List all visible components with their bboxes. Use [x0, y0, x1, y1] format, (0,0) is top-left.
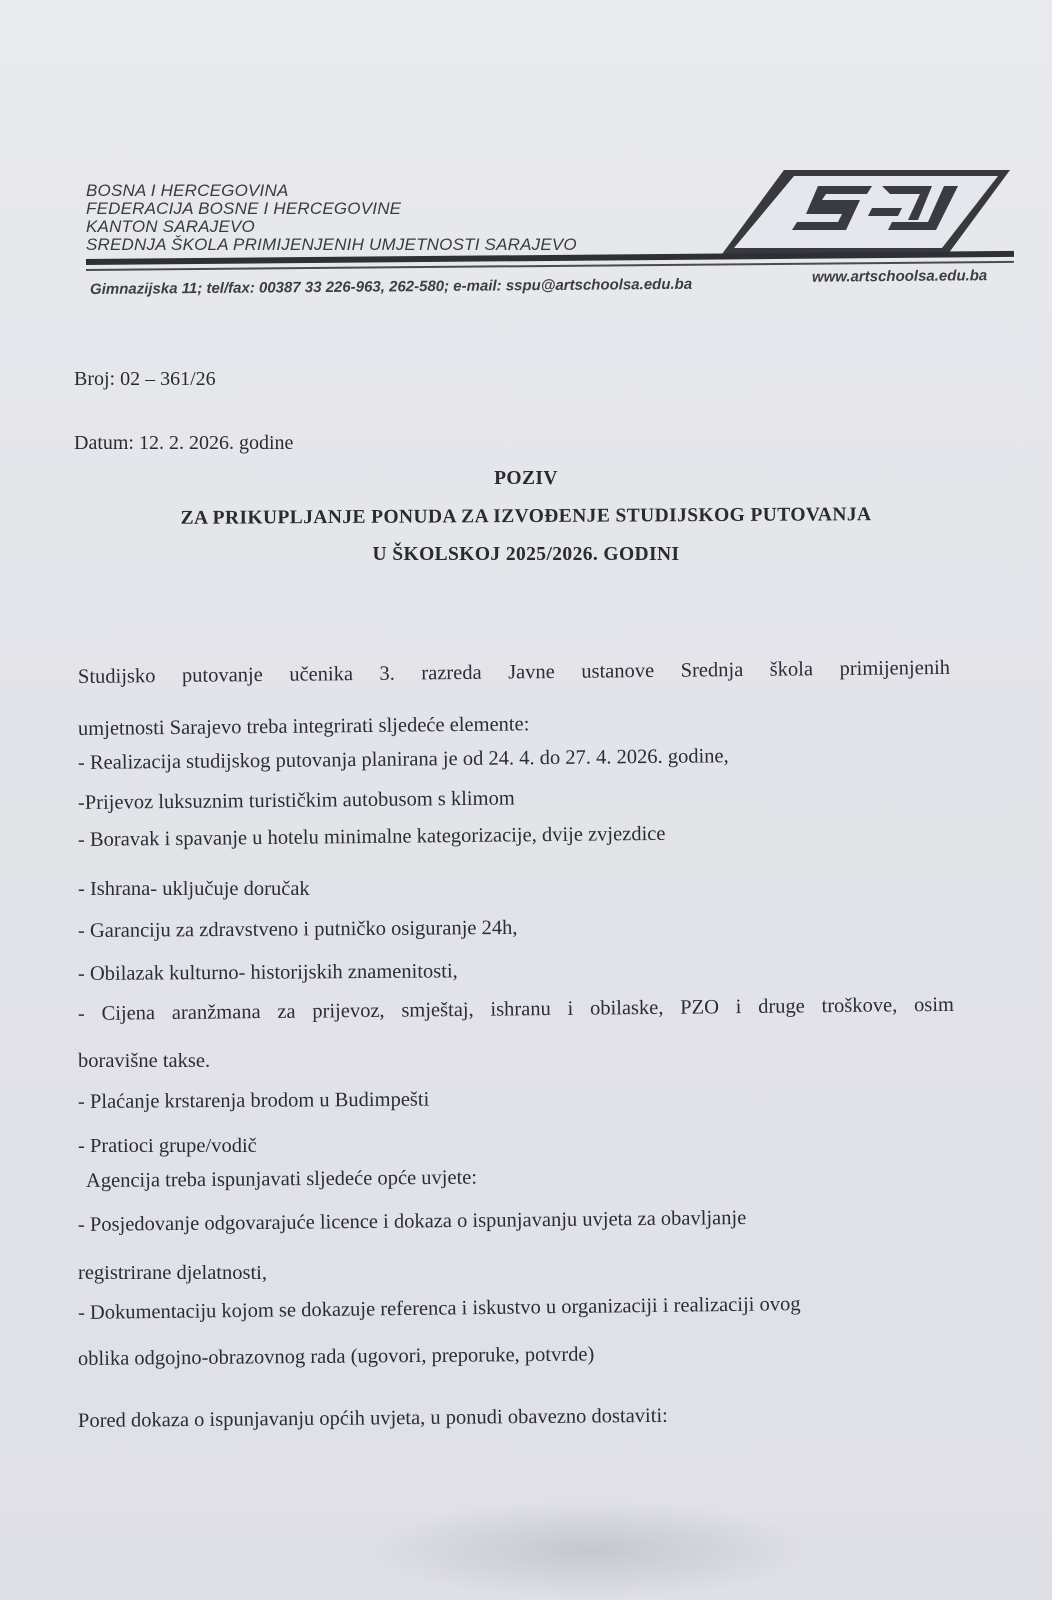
paper-shadow [360, 1500, 820, 1600]
list-item: - Ishrana- uključuje doručak [78, 878, 310, 900]
condition-item: - Posjedovanje odgovarajuće licence i dokaza o ispunjavanju uvjeta za obavljanje [77, 1207, 747, 1236]
contact-details: Gimnazijska 11; tel/fax: 00387 33 226-963, 262-580; e-mail: sspu@artschoolsa.edu.ba [89, 275, 693, 298]
website-link: www.artschoolsa.edu.ba [811, 267, 988, 286]
list-item: -Prijevoz luksuznim turističkim autobusom s klimom [77, 787, 515, 814]
title-poziv: POZIV [494, 468, 558, 489]
letterhead-federation: FEDERACIJA BOSNE I HERCEGOVINE [86, 199, 402, 218]
letterhead-canton: KANTON SARAJEVO [86, 217, 255, 236]
list-item: - Cijena aranžmana za prijevoz, smještaj, ishranu i obilaske, PZO i druge troškove, osim [77, 993, 955, 1025]
condition-item: - Dokumentaciju kojom se dokazuje referenca i iskustvo u organizaciji i realizaciji ovog [77, 1293, 801, 1324]
list-item: - Obilazak kulturno- historijskih znamenitosti, [77, 960, 458, 985]
condition-item-continuation: oblika odgojno-obrazovnog rada (ugovori, preporuke, potvrde) [77, 1343, 595, 1370]
title-subject: ZA PRIKUPLJANJE PONUDA ZA IZVOĐENJE STUDIJSKOG PUTOVANJA [180, 504, 872, 529]
school-logo [722, 168, 1012, 256]
list-item: - Boravak i spavanje u hotelu minimalne kategorizacije, dvije zvjezdice [77, 822, 666, 851]
letterhead-school-name: SREDNJA ŠKOLA PRIMIJENJENIH UMJETNOSTI SARAJEVO [86, 235, 577, 254]
letterhead [86, 182, 577, 254]
agency-heading: Agencija treba ispunjavati sljedeće opće uvjete: [85, 1166, 478, 1192]
intro-line-1: Studijsko putovanje učenika 3. razreda Javne ustanove Srednja škola primijenjenih [77, 656, 951, 688]
letterhead-country: BOSNA I HERCEGOVINA [86, 181, 289, 200]
title-year: U ŠKOLSKOJ 2025/2026. GODINI [372, 544, 680, 565]
condition-item-continuation: registrirane djelatnosti, [78, 1262, 267, 1284]
closing-line: Pored dokaza o ispunjavanju općih uvjeta, u ponudi obavezno dostaviti: [77, 1404, 668, 1432]
intro-line-2: umjetnosti Sarajevo treba integrirati sljedeće elemente: [77, 713, 530, 740]
list-item: - Pratioci grupe/vodič [78, 1135, 257, 1157]
list-item: - Plaćanje krstarenja brodom u Budimpešti [77, 1088, 430, 1113]
list-item-continuation: boravišne takse. [78, 1050, 211, 1072]
reference-number: Broj: 02 – 361/26 [74, 368, 216, 390]
list-item: - Realizacija studijskog putovanja planirana je od 24. 4. do 27. 4. 2026. godine, [77, 745, 729, 774]
contact-line [89, 267, 1020, 298]
list-item: - Garanciju za zdravstveno i putničko osiguranje 24h, [77, 916, 518, 942]
document-date: Datum: 12. 2. 2026. godine [74, 432, 294, 454]
